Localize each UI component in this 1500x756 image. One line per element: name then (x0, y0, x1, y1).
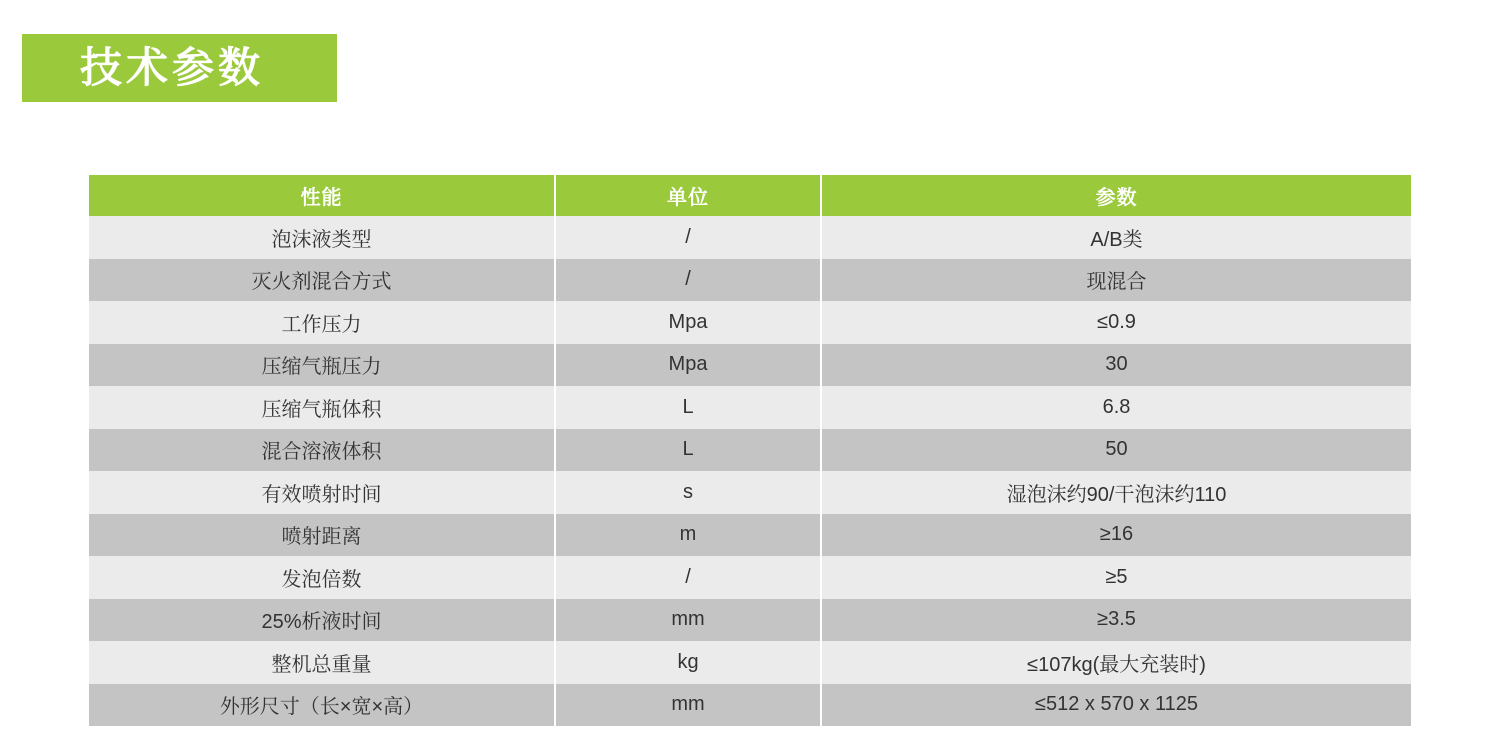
table-row (89, 216, 1411, 259)
cell-unit: / (555, 556, 821, 599)
cell-value: ≤512 x 570 x 1125 (821, 684, 1411, 727)
cell-value: ≤107kg(最大充装时) (821, 641, 1411, 684)
cell-property: 有效喷射时间 (89, 471, 555, 514)
cell-property: 灭火剂混合方式 (89, 259, 555, 302)
cell-property: 发泡倍数 (89, 556, 555, 599)
cell-unit: s (555, 471, 821, 514)
cell-property: 25%析液时间 (89, 599, 555, 642)
cell-value: ≥16 (821, 514, 1411, 557)
table-row (89, 259, 1411, 302)
cell-unit: m (555, 514, 821, 557)
cell-unit: mm (555, 684, 821, 727)
cell-property: 压缩气瓶压力 (89, 344, 555, 387)
cell-property: 外形尺寸（长×宽×高） (89, 684, 555, 727)
column-header-property: 性能 (89, 175, 555, 216)
cell-value: ≥3.5 (821, 599, 1411, 642)
cell-value: ≤0.9 (821, 301, 1411, 344)
cell-value: 现混合 (821, 259, 1411, 302)
cell-unit: Mpa (555, 301, 821, 344)
technical-parameters-table (89, 175, 1411, 726)
cell-property: 混合溶液体积 (89, 429, 555, 472)
cell-unit: L (555, 429, 821, 472)
table-row (89, 514, 1411, 557)
cell-unit: / (555, 259, 821, 302)
table-row (89, 556, 1411, 599)
column-header-unit: 单位 (555, 175, 821, 216)
table-row (89, 471, 1411, 514)
page-title: 技术参数 (80, 44, 265, 91)
cell-unit: / (555, 216, 821, 259)
cell-unit: L (555, 386, 821, 429)
cell-unit: kg (555, 641, 821, 684)
cell-property: 压缩气瓶体积 (89, 386, 555, 429)
cell-unit: mm (555, 599, 821, 642)
table-row (89, 344, 1411, 387)
table-body (89, 216, 1411, 726)
column-header-value: 参数 (821, 175, 1411, 216)
table-row (89, 641, 1411, 684)
cell-value: A/B类 (821, 216, 1411, 259)
cell-property: 泡沫液类型 (89, 216, 555, 259)
table-header-row (89, 175, 1411, 216)
cell-property: 工作压力 (89, 301, 555, 344)
table-row (89, 429, 1411, 472)
cell-value: 湿泡沫约90/干泡沫约110 (821, 471, 1411, 514)
table-row (89, 301, 1411, 344)
cell-unit: Mpa (555, 344, 821, 387)
cell-property: 整机总重量 (89, 641, 555, 684)
table-row (89, 599, 1411, 642)
section-title-banner (22, 34, 337, 102)
cell-property: 喷射距离 (89, 514, 555, 557)
cell-value: 50 (821, 429, 1411, 472)
table-row (89, 386, 1411, 429)
cell-value: ≥5 (821, 556, 1411, 599)
cell-value: 6.8 (821, 386, 1411, 429)
table-row (89, 684, 1411, 727)
cell-value: 30 (821, 344, 1411, 387)
